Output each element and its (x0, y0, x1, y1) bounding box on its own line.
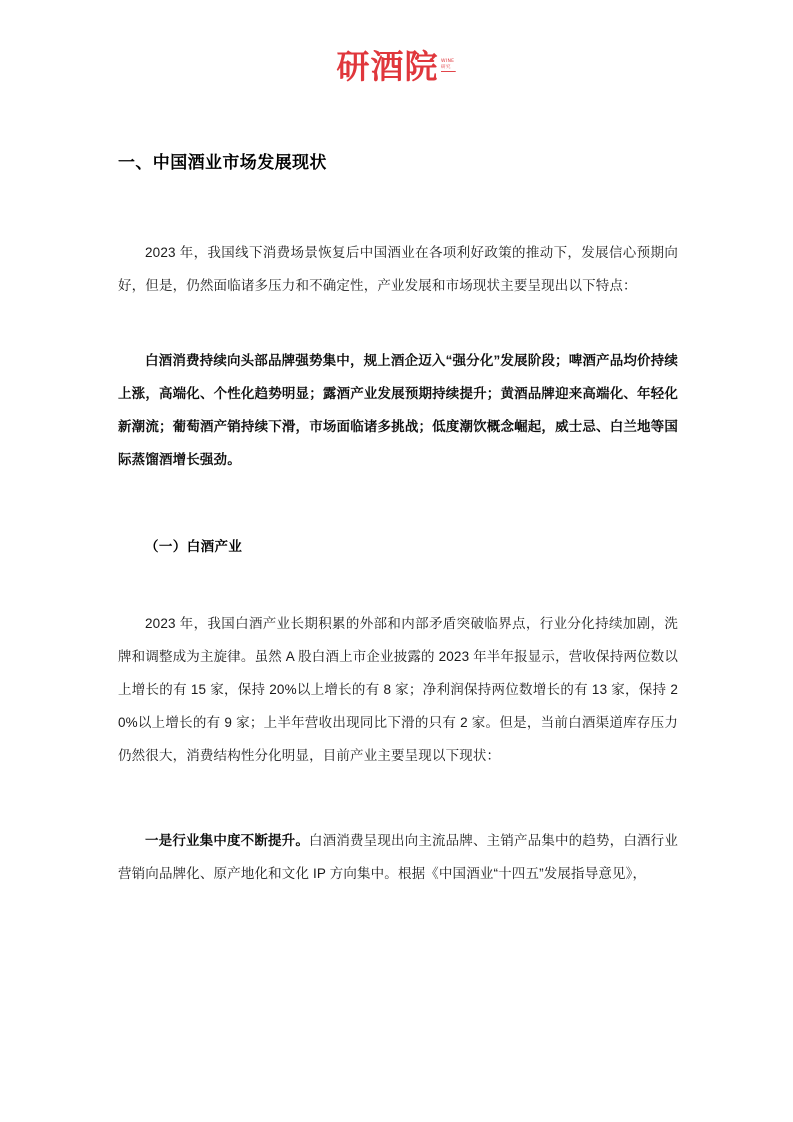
paragraph-baijiu-industry: 2023 年，我国白酒产业长期积累的外部和内部矛盾突破临界点，行业分化持续加剧，洗牌和调整成为主旋律。虽然 A 股白酒上市企业披露的 2023 年半年报显示，营收保持两位数以上增长的有 15 家，保持 20%以上增长的有 8 家；净利润保持两位数增长的有 13 家，保持 20%以上增长的有 9 家；上半年营收出现同比下滑的只有 2 家。但是，当前白酒渠道库存压力仍然很大，消费结构性分化明显，目前产业主要呈现以下现状： (118, 616, 678, 763)
logo-subtext (441, 58, 457, 72)
spacer (118, 562, 678, 607)
section-heading: 一、中国酒业市场发展现状 (118, 153, 327, 172)
spacer (118, 476, 678, 532)
spacer (118, 772, 678, 824)
logo-subtext-rule (441, 71, 456, 72)
document-body (118, 148, 678, 890)
paragraph-concentration-lead: 一是行业集中度不断提升。 (145, 833, 309, 848)
masthead (0, 48, 793, 86)
logo-subtext-line-2: 研究 (440, 64, 451, 70)
site-logo (337, 48, 457, 86)
logo-wordmark: 研酒院 (336, 47, 439, 86)
paragraph-market-overview: 2023 年，我国线下消费场景恢复后中国酒业在各项利好政策的推动下，发展信心预期向好，但是，仍然面临诸多压力和不确定性，产业发展和市场现状主要呈现出以下特点： (118, 245, 678, 293)
paragraph-concentration (118, 824, 678, 890)
paragraph-concentration-rest: 白酒消费呈现出向主流品牌、主销产品集中的趋势，白酒行业营销向品牌化、原产地化和文化 IP 方向集中。根据《中国酒业“十四五”发展指导意见》， (118, 833, 678, 881)
subsection-heading-baijiu: （一）白酒产业 (145, 539, 243, 554)
spacer (118, 302, 678, 344)
paragraph-key-characteristics: 白酒消费持续向头部品牌强势集中，规上酒企迈入“强分化”发展阶段；啤酒产品均价持续上涨，高端化、个性化趋势明显；露酒产业发展预期持续提升；黄酒品牌迎来高端化、年轻化新潮流；葡萄酒产销持续下滑，市场面临诸多挑战；低度潮饮概念崛起，威士忌、白兰地等国际蒸馏酒增长强劲。 (118, 353, 678, 467)
logo-subtext-line-1: WINE (440, 58, 454, 64)
spacer (118, 178, 678, 236)
